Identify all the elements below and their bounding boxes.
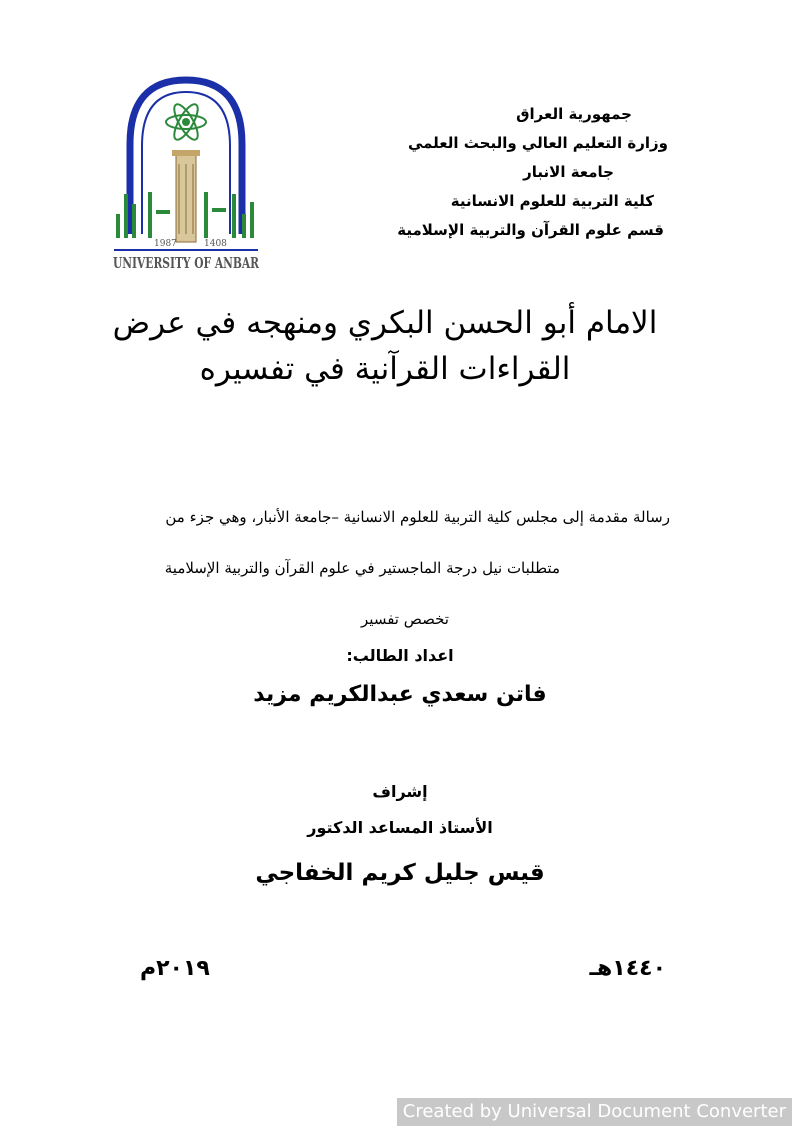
logo-caption: UNIVERSITY OF ANBAR	[113, 254, 260, 272]
description-line-1: رسالة مقدمة إلى مجلس كلية التربية للعلوم الانسانية –جامعة الأنبار، وهي جزء من	[165, 508, 670, 526]
logo-year-right: 1408	[204, 239, 227, 249]
institution-header	[368, 100, 668, 245]
minaret-icon	[172, 150, 200, 242]
supervisor-name: قيس جليل كريم الخفاجي	[255, 860, 545, 886]
converter-watermark: Created by Universal Document Converter	[397, 1098, 792, 1126]
thesis-description	[120, 492, 670, 645]
description-line-2: متطلبات نيل درجة الماجستير في علوم القرآن والتربية الإسلامية	[164, 559, 560, 577]
hijri-year: ١٤٤٠هـ	[589, 956, 666, 981]
thesis-title-line-2: القراءات القرآنية في تفسيره	[199, 351, 571, 387]
student-name: فاتن سعدي عبدالكريم مزيد	[253, 682, 547, 707]
thesis-title-line-1: الامام أبو الحسن البكري ومنهجه في عرض	[112, 305, 658, 341]
thesis-title	[100, 300, 670, 392]
header-ministry: وزارة التعليم العالي والبحث العلمي	[407, 134, 668, 152]
atom-icon	[166, 101, 206, 143]
gregorian-year: ٢٠١٩م	[140, 956, 210, 981]
header-college: كلية التربية للعلوم الانسانية	[450, 192, 654, 210]
specialization: تخصص تفسير	[361, 610, 449, 628]
logo-year-left: 1987	[154, 239, 177, 249]
university-of-anbar-logo	[108, 74, 264, 272]
header-university: جامعة الانبار	[523, 163, 614, 181]
header-country: جمهورية العراق	[516, 105, 632, 123]
header-department: قسم علوم القرآن والتربية الإسلامية	[397, 221, 664, 239]
supervision-label: إشراف	[372, 782, 428, 801]
student-label: اعداد الطالب:	[346, 646, 454, 665]
supervisor-rank: الأستاذ المساعد الدكتور	[307, 818, 493, 837]
